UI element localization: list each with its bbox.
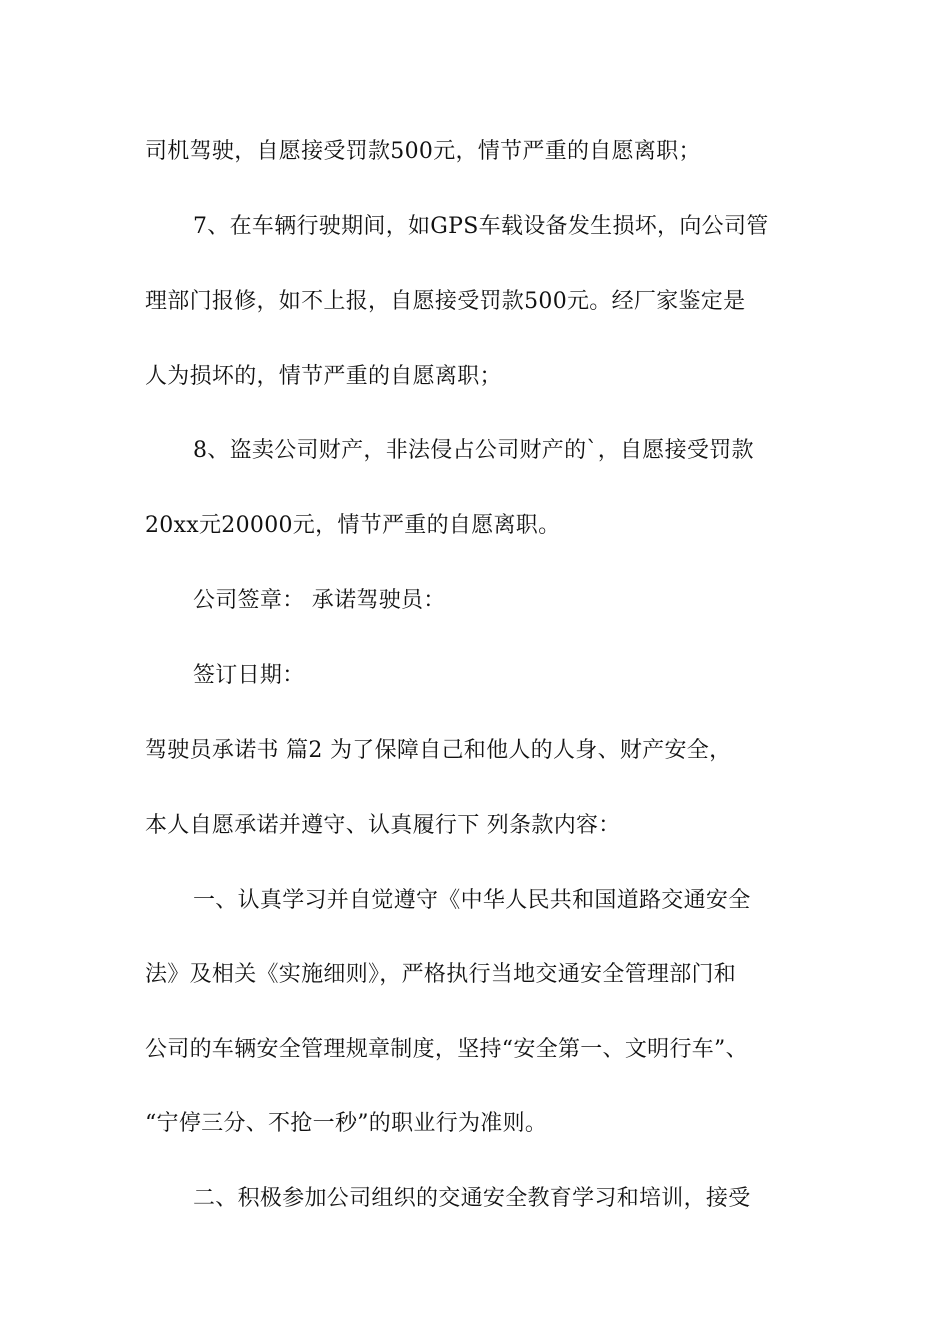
clause-2-line-1: 二、积极参加公司组织的交通安全教育学习和培训，接受 bbox=[193, 1186, 751, 1211]
text-line-5: 8、盗卖公司财产，非法侵占公司财产的`，自愿接受罚款 bbox=[193, 438, 754, 463]
clause-1-line-3: 公司的车辆安全管理规章制度，坚持“安全第一、文明行车”、 bbox=[145, 1037, 748, 1062]
text-line-2: 7、在车辆行驶期间，如GPS车载设备发生损坏，向公司管 bbox=[193, 214, 769, 239]
clause-1-line-2: 法》及相关《实施细则》，严格执行当地交通安全管理部门和 bbox=[145, 962, 737, 987]
text-line-4: 人为损坏的，情节严重的自愿离职； bbox=[145, 364, 502, 389]
clause-1-line-1: 一、认真学习并自觉遵守《中华人民共和国道路交通安全 bbox=[193, 888, 751, 913]
clause-1-line-4: “宁停三分、不抢一秒”的职业行为准则。 bbox=[145, 1111, 548, 1136]
text-line-10: 本人自愿承诺并遵守、认真履行下 列条款内容： bbox=[145, 813, 621, 838]
text-line-3: 理部门报修，如不上报，自愿接受罚款500元。经厂家鉴定是 bbox=[145, 289, 746, 314]
signing-date-line: 签订日期： bbox=[193, 663, 305, 688]
text-line-1: 司机驾驶，自愿接受罚款500元，情节严重的自愿离职； bbox=[145, 139, 701, 164]
company-seal-line: 公司签章： 承诺驾驶员： bbox=[193, 588, 446, 613]
section-heading-line: 驾驶员承诺书 篇2 为了保障自己和他人的人身、财产安全， bbox=[145, 738, 732, 763]
text-line-6: 20xx元20000元，情节严重的自愿离职。 bbox=[145, 513, 561, 538]
